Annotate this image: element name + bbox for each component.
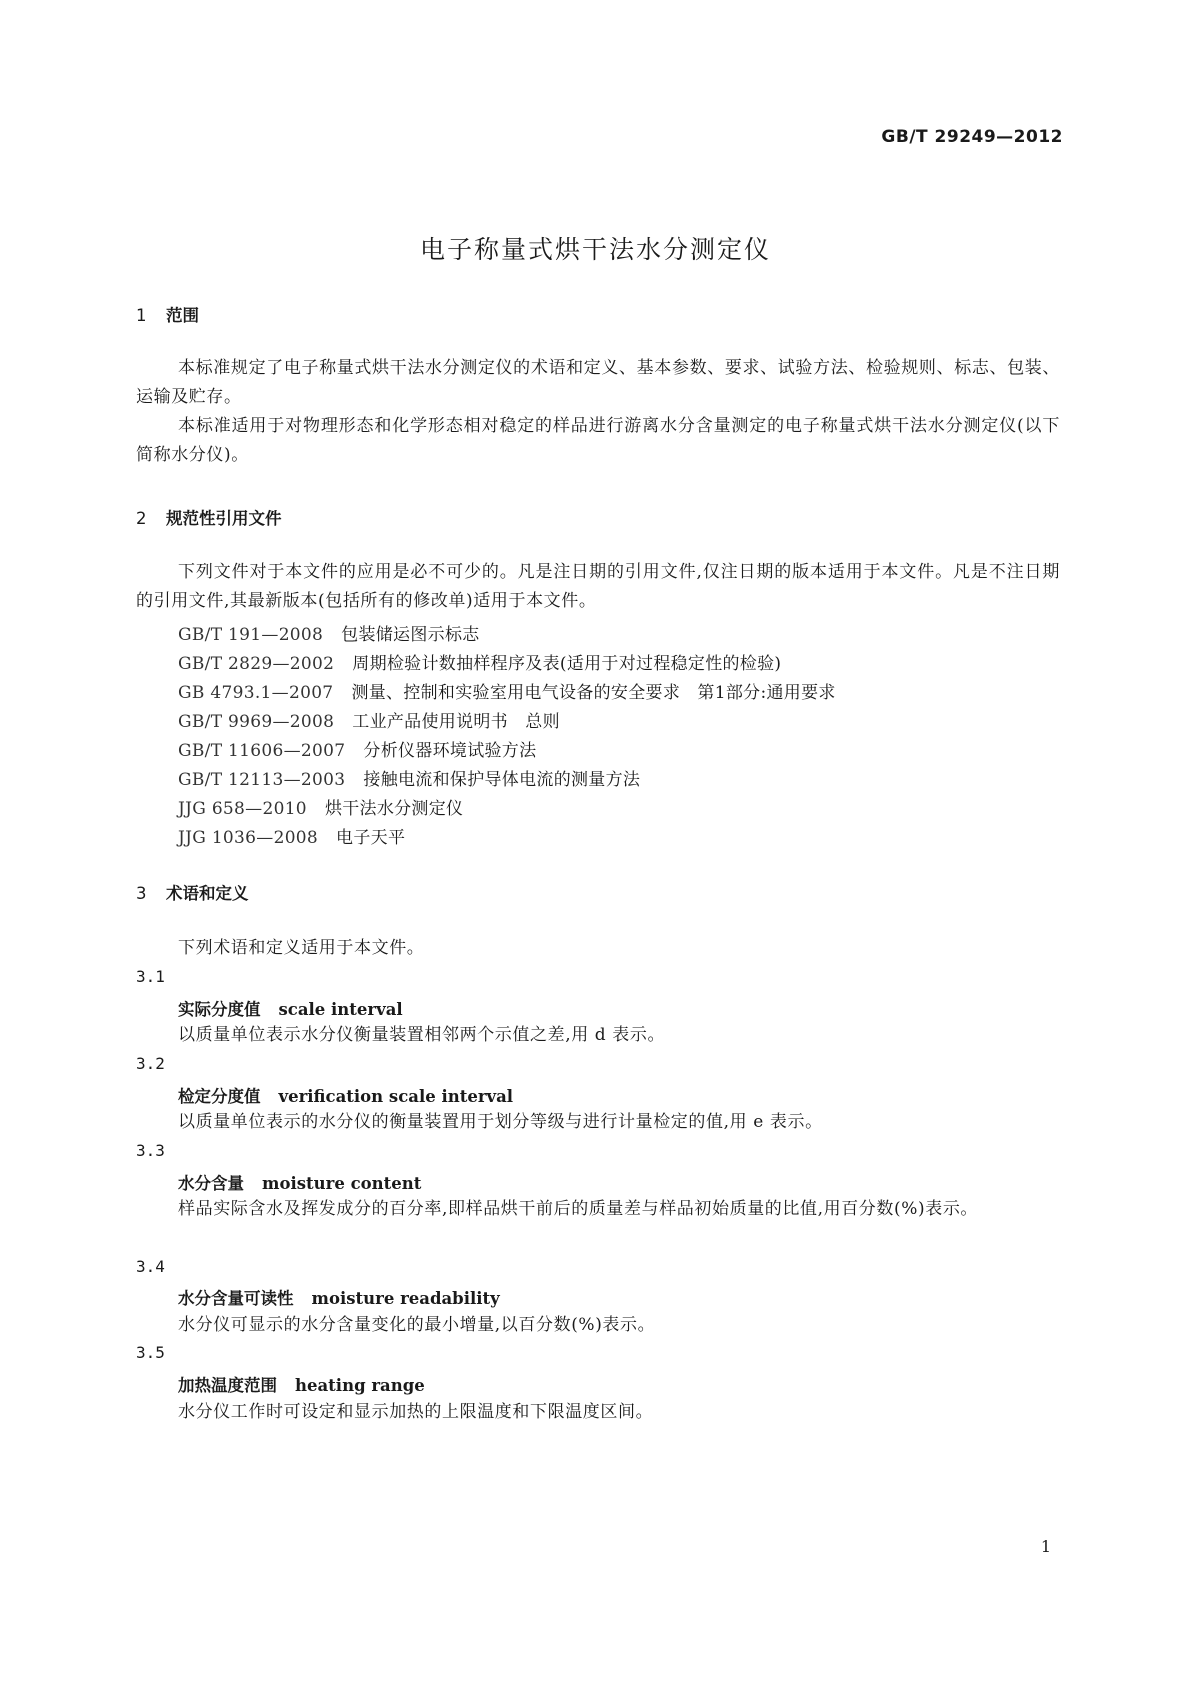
term-name xyxy=(178,996,403,1020)
section-1-heading xyxy=(136,302,199,326)
page-number: 1 xyxy=(1040,1537,1051,1556)
reference-title: 接触电流和保护导体电流的测量方法 xyxy=(363,770,641,790)
term-definition: 水分仪工作时可设定和显示加热的上限温度和下限温度区间。 xyxy=(178,1402,654,1422)
term-name xyxy=(178,1285,500,1309)
document-title: 电子称量式烘干法水分测定仪 xyxy=(419,235,771,264)
term-zh: 水分含量可读性 xyxy=(178,1289,294,1308)
section-1-paragraph-2: 本标准适用于对物理形态和化学形态相对稳定的样品进行游离水分含量测定的电子称量式烘干法水分测定仪(以下简称水分仪)。 xyxy=(136,416,1060,465)
reference-title: 周期检验计数抽样程序及表(适用于对过程稳定性的检验) xyxy=(352,654,782,674)
term-en: moisture content xyxy=(262,1174,422,1193)
reference-code: GB/T 11606—2007 xyxy=(178,741,346,761)
standard-number: GB/T 29249—2012 xyxy=(881,127,1063,147)
reference-item xyxy=(178,794,463,819)
reference-title: 测量、控制和实验室用电气设备的安全要求 第1部分:通用要求 xyxy=(351,683,836,703)
reference-title: 分析仪器环境试验方法 xyxy=(363,741,537,761)
section-title: 范围 xyxy=(166,306,199,325)
reference-item xyxy=(178,678,836,703)
reference-code: JJG 1036—2008 xyxy=(178,828,319,848)
term-name xyxy=(178,1083,513,1107)
term-name xyxy=(178,1170,421,1194)
reference-item xyxy=(178,707,560,732)
term-name xyxy=(178,1372,425,1396)
section-title: 术语和定义 xyxy=(166,884,249,903)
section-number: 2 xyxy=(136,509,147,528)
section-2-intro: 下列文件对于本文件的应用是必不可少的。凡是注日期的引用文件,仅注日期的版本适用于本文件。凡是不注日期的引用文件,其最新版本(包括所有的修改单)适用于本文件。 xyxy=(136,562,1060,611)
reference-title: 烘干法水分测定仪 xyxy=(324,799,464,819)
term-definition: 水分仪可显示的水分含量变化的最小增量,以百分数(%)表示。 xyxy=(178,1315,656,1335)
reference-item xyxy=(178,765,640,790)
term-number: 3.5 xyxy=(136,1343,165,1362)
reference-title: 包装储运图示标志 xyxy=(341,625,480,645)
reference-code: GB/T 2829—2002 xyxy=(178,654,335,674)
section-number: 3 xyxy=(136,884,147,903)
reference-item xyxy=(178,736,536,761)
term-number: 3.4 xyxy=(136,1257,165,1276)
term-en: scale interval xyxy=(278,1000,403,1019)
reference-item xyxy=(178,823,405,848)
section-number: 1 xyxy=(136,306,147,325)
section-title: 规范性引用文件 xyxy=(166,509,282,528)
reference-item xyxy=(178,620,480,645)
section-3-heading xyxy=(136,880,249,904)
reference-code: JJG 658—2010 xyxy=(178,799,307,819)
term-zh: 水分含量 xyxy=(178,1174,244,1193)
term-definition: 以质量单位表示的水分仪的衡量装置用于划分等级与进行计量检定的值,用 e 表示。 xyxy=(178,1112,823,1132)
term-en: verification scale interval xyxy=(278,1087,514,1106)
term-en: moisture readability xyxy=(311,1289,500,1308)
term-zh: 实际分度值 xyxy=(178,1000,261,1019)
term-definition: 以质量单位表示水分仪衡量装置相邻两个示值之差,用 d 表示。 xyxy=(178,1025,666,1045)
reference-code: GB/T 12113—2003 xyxy=(178,770,346,790)
term-number: 3.2 xyxy=(136,1054,165,1073)
section-3-intro: 下列术语和定义适用于本文件。 xyxy=(178,938,425,958)
reference-code: GB 4793.1—2007 xyxy=(178,683,334,703)
section-2-heading xyxy=(136,505,282,529)
reference-title: 工业产品使用说明书 总则 xyxy=(352,712,560,732)
term-number: 3.3 xyxy=(136,1141,165,1160)
term-number: 3.1 xyxy=(136,967,165,986)
reference-title: 电子天平 xyxy=(336,828,406,848)
reference-item xyxy=(178,649,781,674)
term-definition: 样品实际含水及挥发成分的百分率,即样品烘干前后的质量差与样品初始质量的比值,用百分数(%)表示。 xyxy=(178,1199,979,1219)
term-zh: 加热温度范围 xyxy=(178,1376,277,1395)
term-en: heating range xyxy=(295,1376,425,1395)
reference-code: GB/T 9969—2008 xyxy=(178,712,335,732)
term-zh: 检定分度值 xyxy=(178,1087,261,1106)
reference-code: GB/T 191—2008 xyxy=(178,625,324,645)
section-1-paragraph-1: 本标准规定了电子称量式烘干法水分测定仪的术语和定义、基本参数、要求、试验方法、检验规则、标志、包装、运输及贮存。 xyxy=(136,358,1060,407)
